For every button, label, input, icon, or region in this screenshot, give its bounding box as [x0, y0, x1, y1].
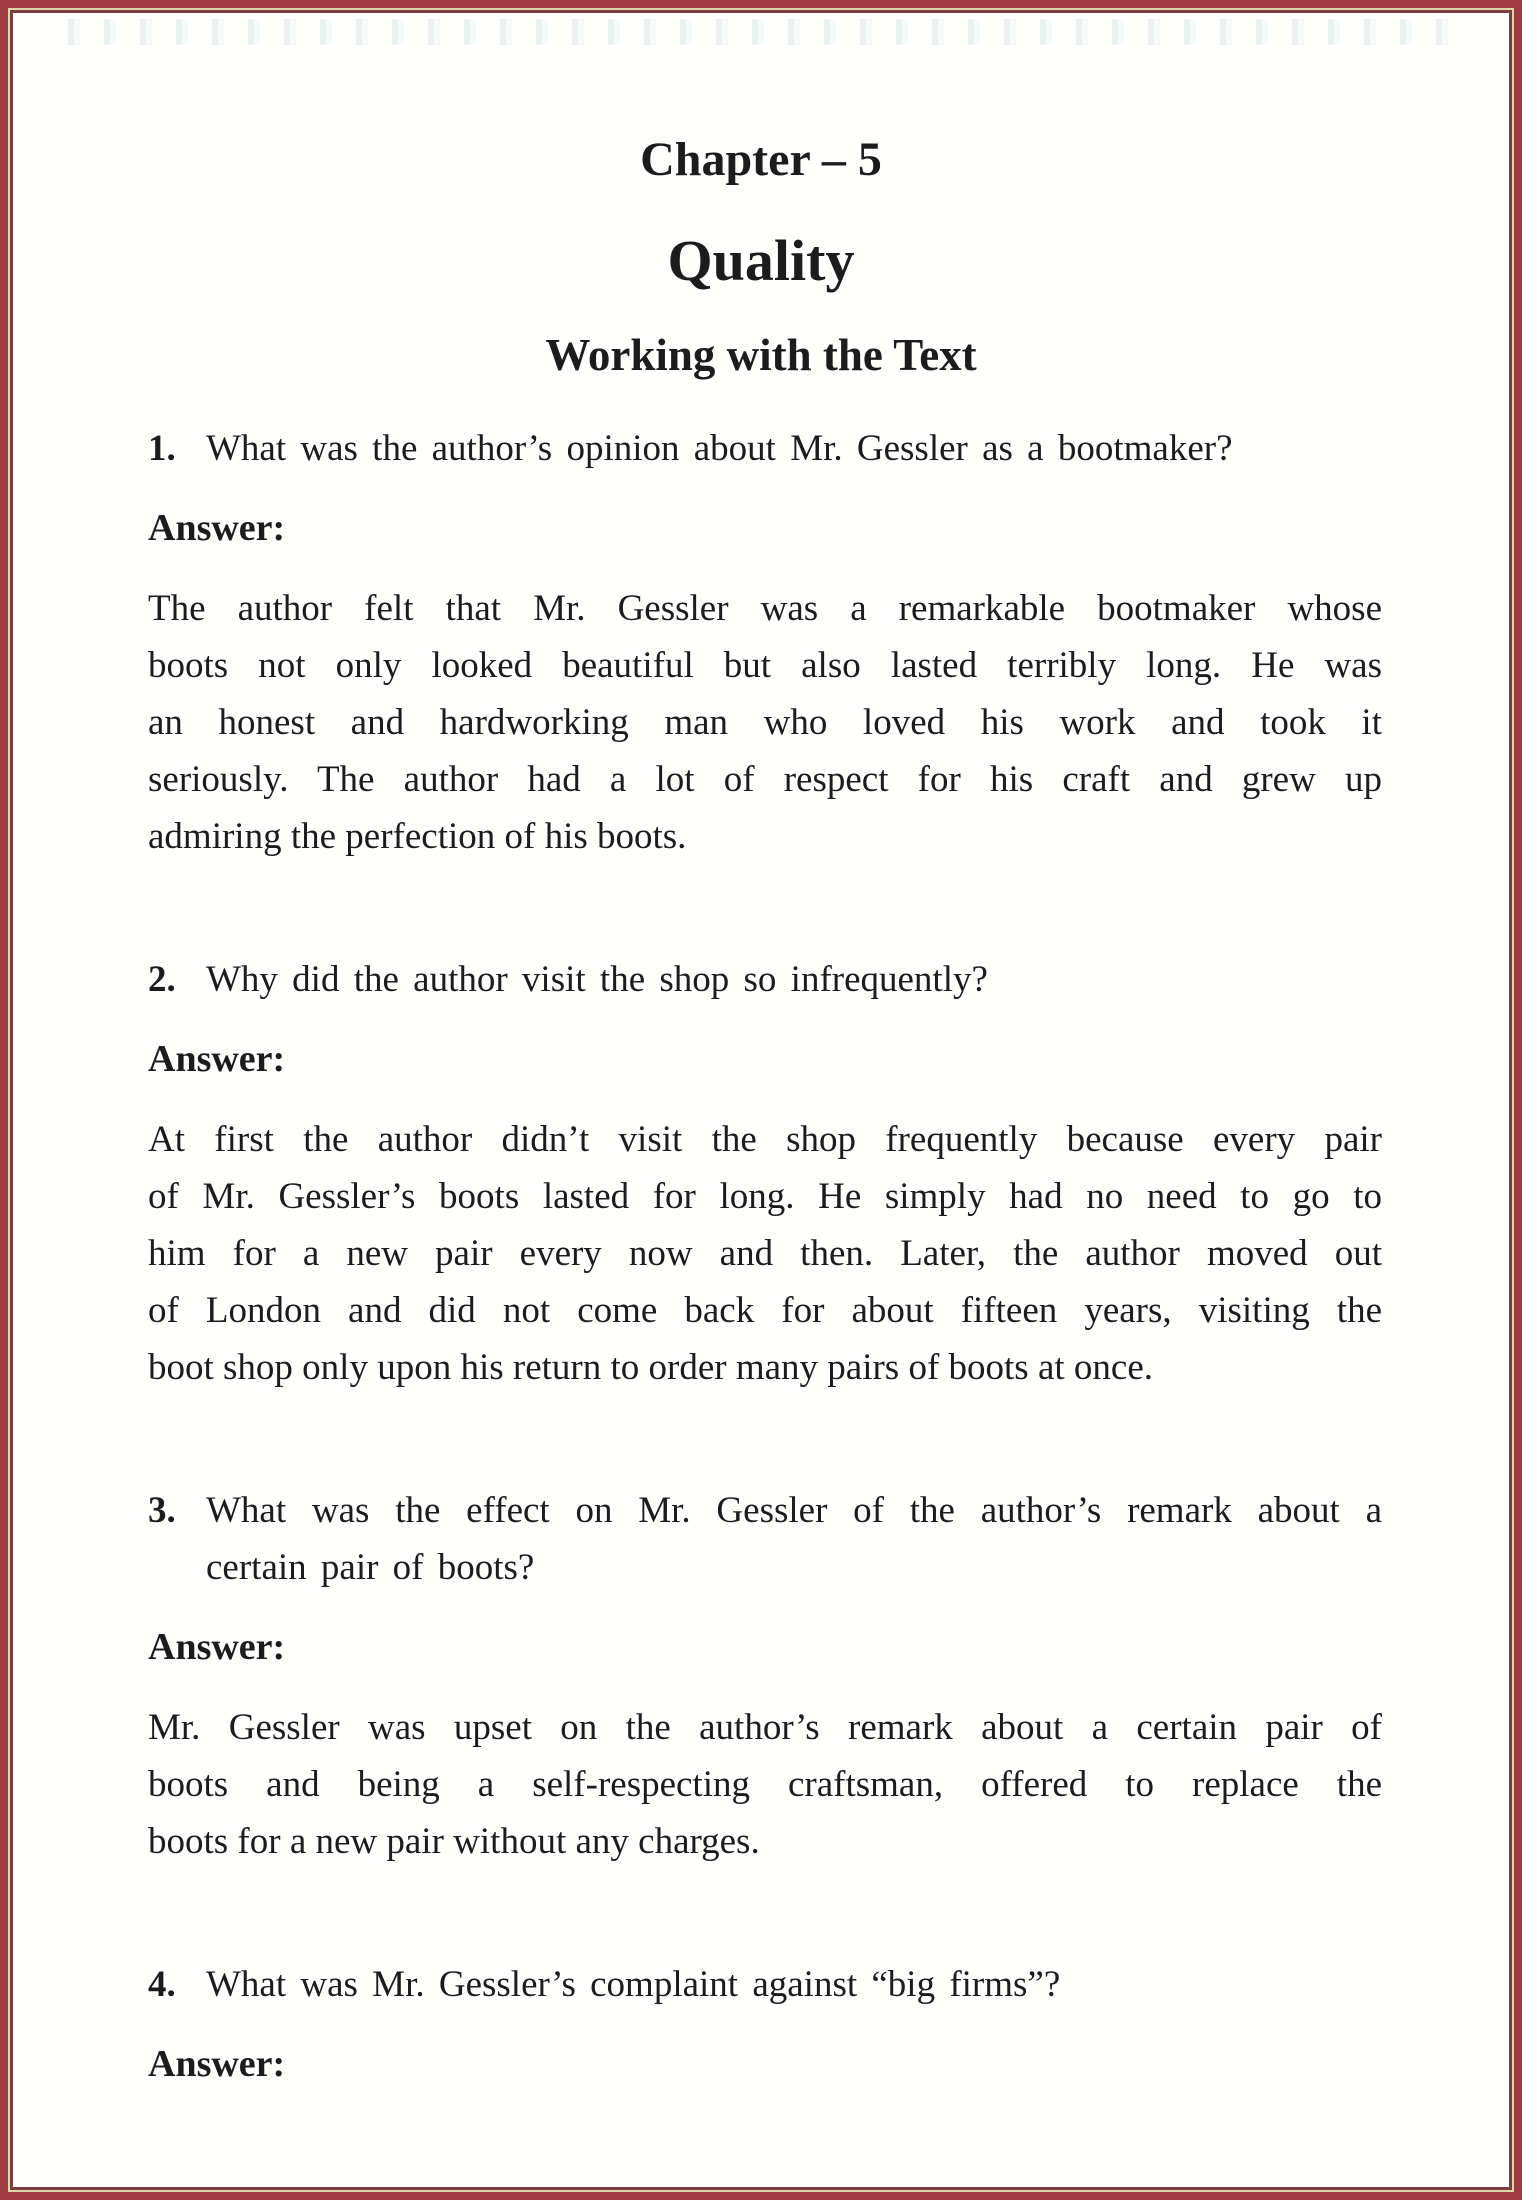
answer-paragraph	[148, 1111, 1382, 1396]
answer-label: Answer:	[148, 1625, 286, 1668]
answer-line: admiring the perfection of his boots.	[148, 815, 687, 857]
answer-line: boot shop only upon his return to order many pairs of boots at once.	[148, 1346, 1153, 1388]
question-number: 1.	[148, 427, 176, 469]
answer-line: an honest and hardworking man who loved his work and took it	[148, 701, 1382, 743]
question-line: What was the author’s opinion about Mr. Gessler as a bootmaker?	[206, 427, 1233, 469]
chapter-title: Chapter – 5	[640, 133, 882, 186]
question-text	[206, 951, 1382, 1008]
question-text	[206, 1482, 1382, 1596]
answer-paragraph	[148, 580, 1382, 865]
question-1	[148, 420, 1382, 477]
qa-block-3	[148, 1482, 1382, 1870]
answer-line: Mr. Gessler was upset on the author’s remark about a certain pair of	[148, 1706, 1382, 1748]
answer-line: boots for a new pair without any charges.	[148, 1820, 760, 1862]
qa-block-1	[148, 420, 1382, 865]
answer-line: him for a new pair every now and then. Later, the author moved out	[148, 1232, 1382, 1274]
question-text	[206, 1956, 1382, 2013]
answer-line: boots and being a self-respecting craftsman, offered to replace the	[148, 1763, 1382, 1805]
answer-label: Answer:	[148, 2042, 286, 2085]
question-number: 4.	[148, 1963, 176, 2005]
answer-line: of London and did not come back for about fifteen years, visiting the	[148, 1289, 1382, 1331]
qa-content	[148, 420, 1382, 2093]
question-line: What was Mr. Gessler’s complaint against “big firms”?	[206, 1963, 1061, 2005]
question-line: Why did the author visit the shop so infrequently?	[206, 958, 988, 1000]
question-2	[148, 951, 1382, 1008]
lesson-title: Quality	[667, 228, 855, 294]
answer-label: Answer:	[148, 1037, 286, 1080]
question-number: 3.	[148, 1489, 176, 1531]
answer-line: The author felt that Mr. Gessler was a remarkable bootmaker whose	[148, 587, 1382, 629]
section-title: Working with the Text	[545, 330, 977, 381]
answer-paragraph	[148, 1699, 1382, 1870]
question-4	[148, 1956, 1382, 2013]
answer-line: At first the author didn’t visit the shop frequently because every pair	[148, 1118, 1382, 1160]
answer-line: seriously. The author had a lot of respect for his craft and grew up	[148, 758, 1382, 800]
answer-line: boots not only looked beautiful but also lasted terribly long. He was	[148, 644, 1382, 686]
question-line: certain pair of boots?	[206, 1546, 535, 1588]
title-block	[13, 135, 1509, 380]
question-line: What was the effect on Mr. Gessler of the author’s remark about a	[206, 1489, 1382, 1531]
question-3	[148, 1482, 1382, 1596]
qa-block-2	[148, 951, 1382, 1396]
document-page	[10, 10, 1512, 2190]
answer-line: of Mr. Gessler’s boots lasted for long. He simply had no need to go to	[148, 1175, 1382, 1217]
qa-block-4	[148, 1956, 1382, 2093]
scan-artifact-row	[68, 19, 1454, 45]
question-text	[206, 420, 1382, 477]
page-frame-mid-line	[8, 8, 1514, 2192]
answer-label: Answer:	[148, 506, 286, 549]
question-number: 2.	[148, 958, 176, 1000]
